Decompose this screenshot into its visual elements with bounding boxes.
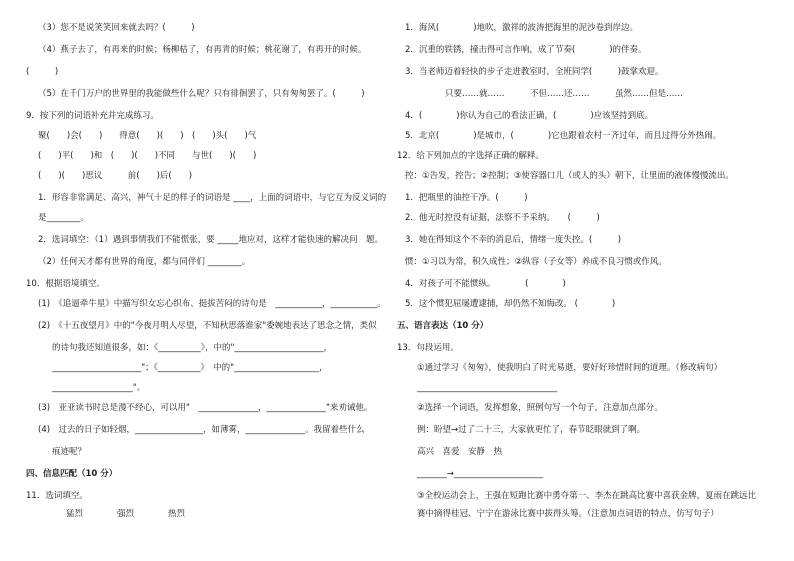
right-text-line: 控：①告发，控告；②控制；③使容器口儿（或人的头）朝下，让里面的液体慢慢流出。 (405, 171, 734, 181)
right-text-line: 5．北京( )是城市，( )它也跟着农村一齐过年，而且过得分外热闹。 (405, 131, 722, 141)
left-text-line: (2) 《十五夜望月》中的"今夜月明人尽望，不知秋思落谁家"委婉地表达了思念之情，类似 (38, 321, 377, 331)
left-text-line: 10．根据语境填空。 (26, 279, 105, 289)
right-text-line: 4．( )你认为自己的看法正确，( )应该坚持到底。 (405, 111, 654, 121)
left-text-line: 2．选词填空：（1）遇到事情我们不能慌张，要 _____地应对，这样才能快速的解决问 题。 (38, 235, 384, 245)
right-text-line: 3．她在得知这个不幸的消息后，情绪一度失控。( ) (405, 235, 622, 245)
left-text-line: (1) 《追逼牵牛星》中描写织女忘心织布、挺拔苦闷的诗句是 ___________，___________。 (38, 299, 386, 309)
right-text-line: 2．他无时控没有证据，法察不予采纳。 ( ) (405, 213, 600, 223)
right-text-line: 2．沉重的铁锈，撞击得可言作响，成了节奏( )的伴奏。 (405, 45, 647, 55)
left-text-line: 的诗句我还知道很多，如：《__________》，中的"_____________________， (52, 343, 333, 353)
right-text-line: _______→_____________________ (417, 469, 544, 479)
left-text-line: 猛烈 强烈 热烈 (66, 509, 186, 519)
right-text-line: 5．这个惯犯屈屡遭逮捕，却仍然不知悔改。 ( ) (405, 299, 616, 309)
right-text-line: ②选择一个词语，发挥想象，照例句写一个句子，注意加点部分。 (417, 403, 663, 413)
right-text-line: ①通过学习《匆匆》，使我明白了时光易逝，要好好珍惜时间的道理。（修改病句） (417, 363, 723, 373)
right-text-line: ③全校运动会上，王强在短跑比赛中勇夺第一、李杰在跳高比赛中喜获金牌，夏雨在跳远比 (417, 491, 757, 501)
right-text-line: 1．把瓶里的油控干净。( ) (405, 193, 528, 203)
right-text-line: 赛中摘得桂冠、宁宁在游泳比赛中拔得头筹。（注意加点词语的特点，仿写句子） (417, 509, 719, 519)
right-text-line: 高兴 喜爱 安静 热 (417, 447, 503, 457)
right-text-line: 12．给下列加点的字选择正确的解释。 (397, 151, 544, 161)
left-text-line: （2）任何天才都有世界的角度，都与同伴们 ________。 (38, 257, 251, 267)
right-text-line: 1．海风( )地吹，激祥的波涛把海里的泥沙卷到岸边。 (405, 23, 639, 33)
left-text-line: (3) 亚亚读书时总是漫不经心，可以用" ______________，______________"来劝诫他。 (38, 403, 373, 413)
left-text-line: 四、信息匹配（10 分） (26, 469, 118, 479)
left-text-line: _____________________"；《__________》 中的"____________________， (52, 363, 328, 373)
right-text-line: 3．当老师迈着轻快的步子走进教室时，全班同学( )鼓掌欢迎。 (405, 67, 664, 77)
left-text-line: 是________。 (38, 213, 90, 223)
left-text-line: （5）在千门万户的世界里的我能做些什么呢？只有徘徊罢了，只有匆匆罢了。( ) (38, 89, 365, 99)
left-text-line: ( ) (26, 67, 59, 77)
left-text-line: ( )平( )和 ( )( )不同 与世( )( ) (38, 151, 257, 161)
left-text-line: ( )( )思议 前( )后( ) (38, 171, 193, 181)
left-text-line: （3）您不是说笑笑回来就去吗？( ) (38, 23, 195, 33)
left-text-line: 1．形容非常满足、高兴，神气十足的样子的词语是 ____，上面的词语中，与它互为反义词的 (38, 193, 387, 203)
right-text-line: 五、语言表达（10 分） (397, 321, 489, 331)
left-text-line: ___________________"。 (52, 383, 146, 393)
right-text-line: 4．对孩子可不能惯纵。 ( ) (405, 279, 566, 289)
right-text-line: _________________________________ (417, 383, 558, 393)
right-text-line: 例：盼望→过了二十三，大家就更忙了，春节眨眼就到了啊。 (417, 425, 646, 435)
right-text-line: 只要……就…… 不但……还…… 虽然……但是…… (445, 89, 684, 99)
left-text-line: （4）燕子去了，有再来的时候；杨柳枯了，有再青的时候；桃花谢了，有再开的时候。 (38, 45, 367, 55)
right-text-line: 13．句段运用。 (397, 343, 459, 353)
left-text-line: 聚( )会( ) 得意( )( ) ( )头( )气 (38, 131, 257, 141)
right-text-line: 惯：①习以为常，积久成性；②纵容（子女等）养成不良习惯或作风。 (405, 257, 667, 267)
left-text-line: (4) 过去的日子如轻烟，________________，如薄雾，______________。我留着些什么 (38, 425, 365, 435)
left-text-line: 痕迹呢？ (52, 447, 87, 457)
left-text-line: 11．选词填空。 (26, 491, 88, 501)
left-text-line: 9．按下列的词语补充并完成练习。 (26, 111, 159, 121)
